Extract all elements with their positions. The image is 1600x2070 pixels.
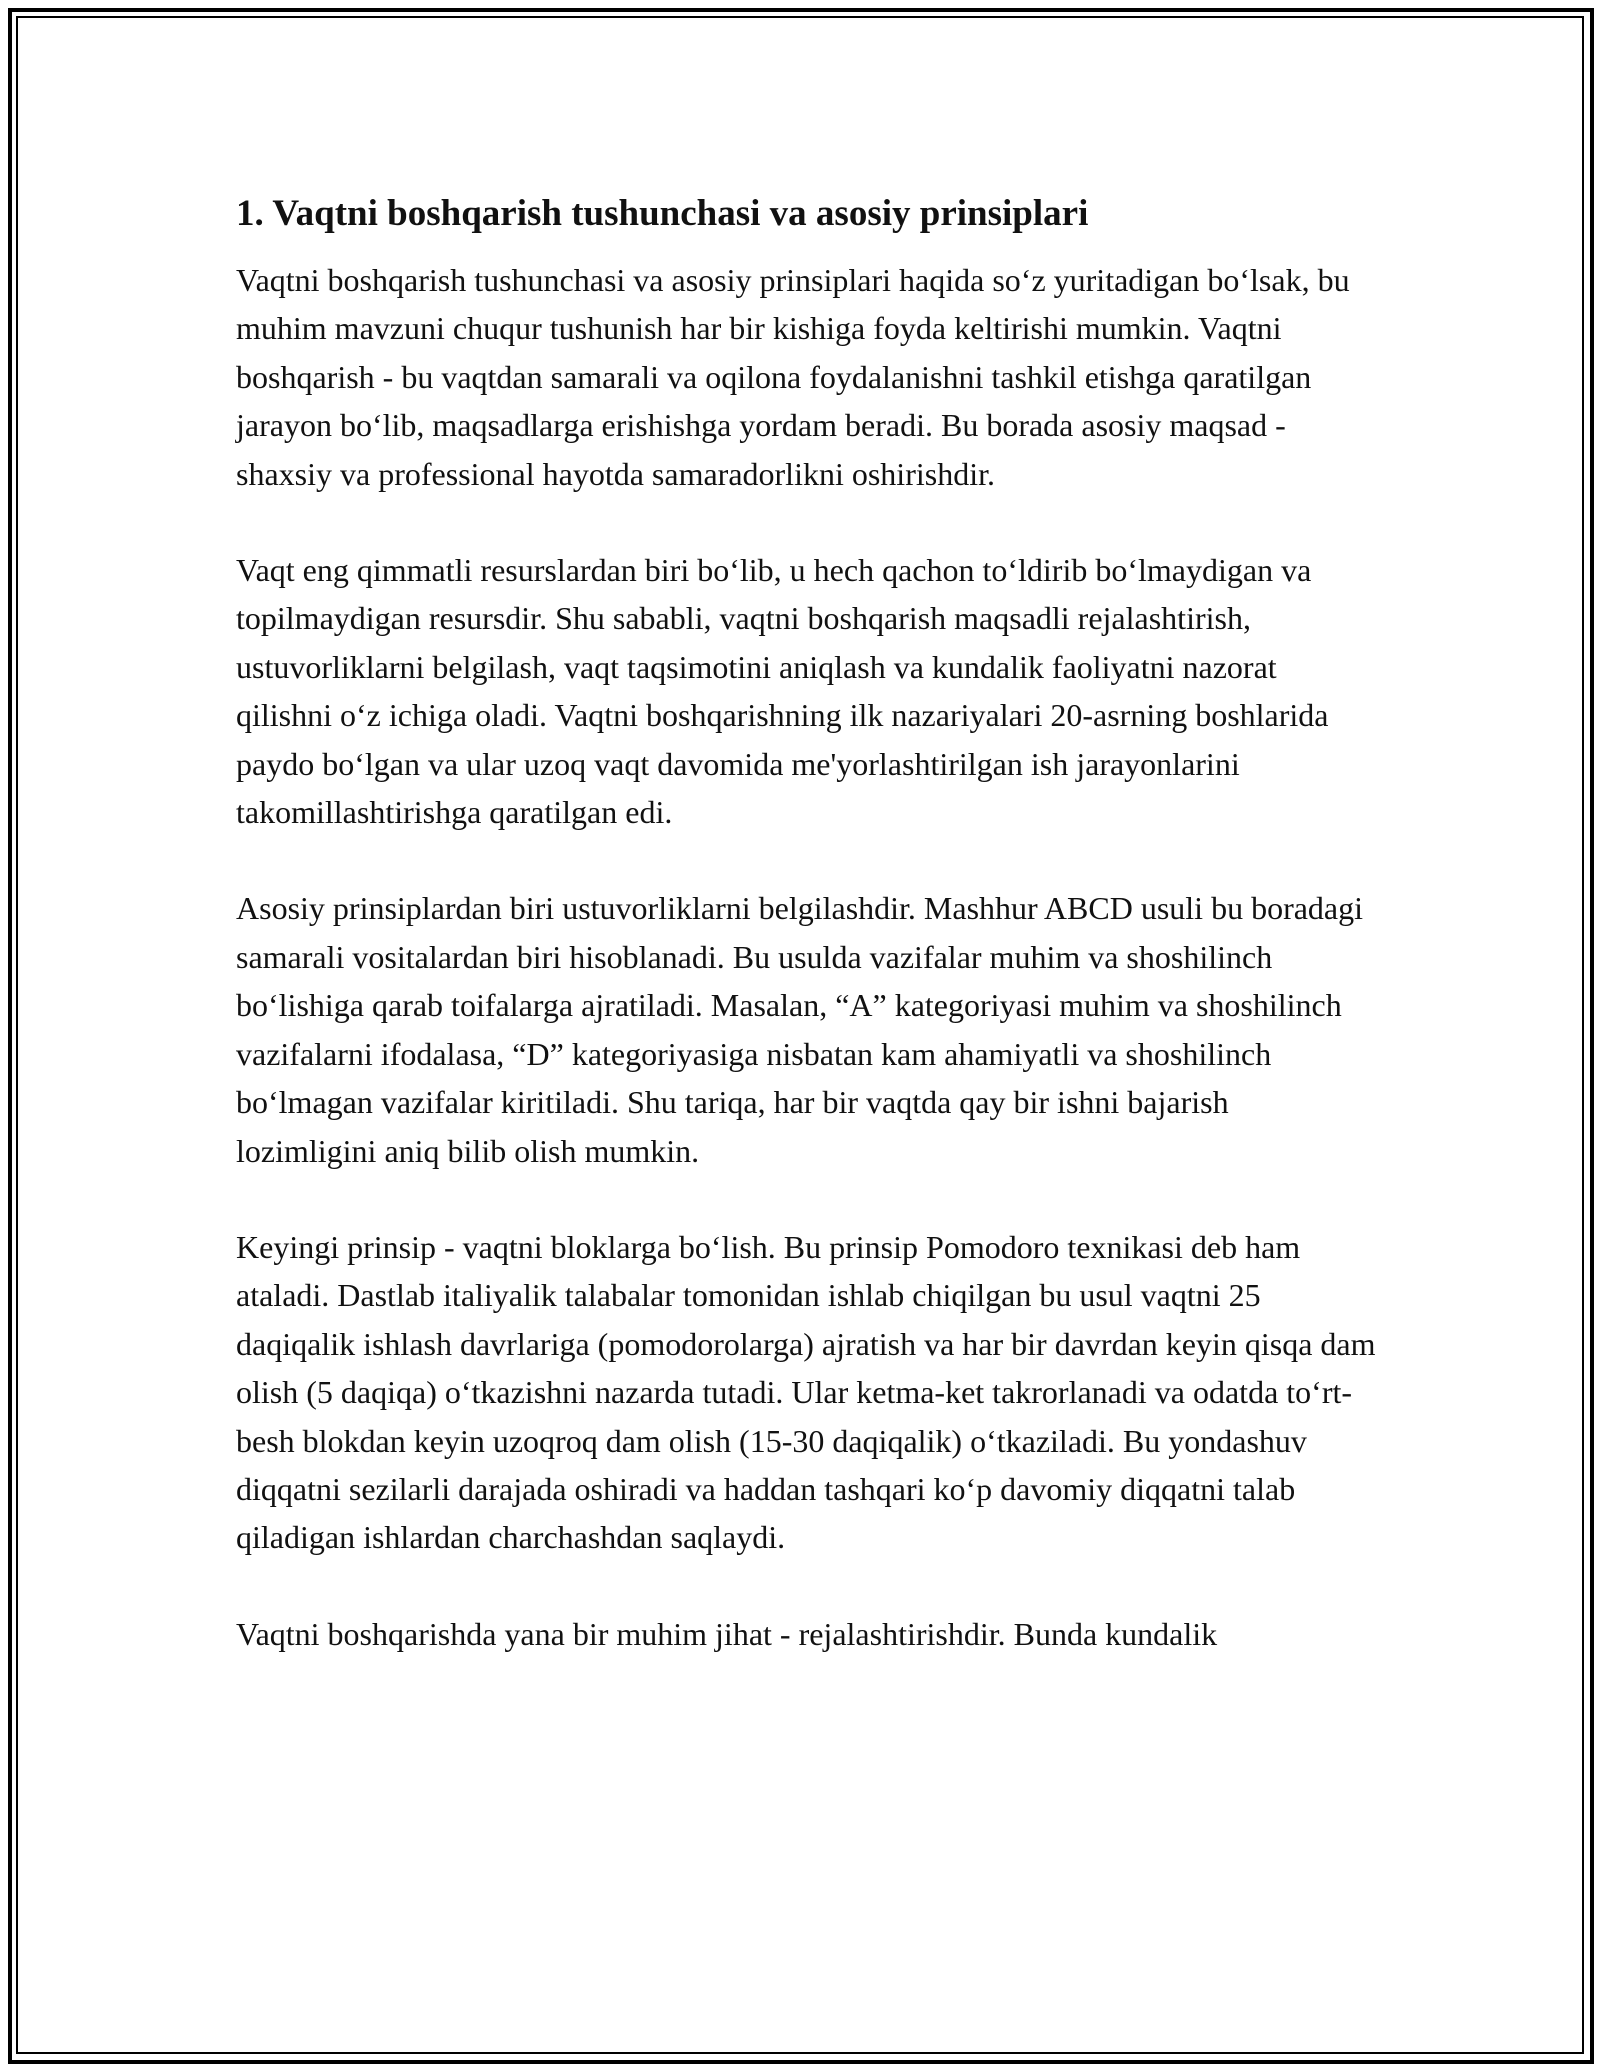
paragraph-4: Keyingi prinsip - vaqtni bloklarga bo‘lish. Bu prinsip Pomodoro texnikasi deb ham ataladi. Dastlab italiyalik talabalar tomonidan ishlab chiqilgan bu usul vaqtni 25 daqiqalik ishlash davrlariga (pomodorolarga) ajratish va har bir davrdan keyin qisqa dam olish (5 daqiqa) o‘tkazishni nazarda tutadi. Ular ketma-ket takrorlanadi va odatda to‘rt-besh blokdan keyin uzoqroq dam olish (15-30 daqiqalik) o‘tkaziladi. Bu yondashuv diqqatni sezilarli darajada oshiradi va haddan tashqari ko‘p davomiy diqqatni talab qiladigan ishlardan charchashdan saqlaydi.	[236, 1228, 1376, 1556]
paragraph-5: Vaqtni boshqarishda yana bir muhim jihat - rejalashtirishdir. Bunda kundalik	[236, 1615, 1218, 1652]
paragraph-1: Vaqtni boshqarish tushunchasi va asosiy prinsiplari haqida so‘z yuritadigan bo‘lsak, bu muhim mavzuni chuqur tushunish har bir kishiga foyda keltirishi mumkin. Vaqtni boshqarish - bu vaqtdan samarali va oqilona foydalanishni tashkil etishga qaratilgan jarayon bo‘lib, maqsadlarga erishishga yordam beradi. Bu borada asosiy maqsad - shaxsiy va professional hayotda samaradorlikni oshirishdir.	[236, 262, 1350, 492]
paragraph-2: Vaqt eng qimmatli resurslardan biri bo‘lib, u hech qachon to‘ldirib bo‘lmaydigan va topilmaydigan resursdir. Shu sababli, vaqtni boshqarish maqsadli rejalashtirish, ustuvorliklarni belgilash, vaqt taqsimotini aniqlash va kundalik faoliyatni nazorat qilishni o‘z ichiga oladi. Vaqtni boshqarishning ilk nazariyalari 20-asrning boshlarida paydo bo‘lgan va ular uzoq vaqt davomida me'yorlashtirilgan ish jarayonlarini takomillashtirishga qaratilgan edi.	[236, 552, 1329, 831]
section-heading: 1. Vaqtni boshqarish tushunchasi va asosiy prinsiplari	[236, 193, 1089, 234]
paragraph-3: Asosiy prinsiplardan biri ustuvorliklarni belgilashdir. Mashhur ABCD usuli bu boradagi samarali vositalardan biri hisoblanadi. Bu usulda vazifalar muhim va shoshilinch bo‘lishiga qarab toifalarga ajratiladi. Masalan, “A” kategoriyasi muhim va shoshilinch vazifalarni ifodalasa, “D” kategoriyasiga nisbatan kam ahamiyatli va shoshilinch bo‘lmagan vazifalar kiritiladi. Shu tariqa, har bir vaqtda qay bir ishni bajarish lozimligini aniq bilib olish mumkin.	[236, 890, 1364, 1169]
document-body	[236, 186, 1376, 1706]
